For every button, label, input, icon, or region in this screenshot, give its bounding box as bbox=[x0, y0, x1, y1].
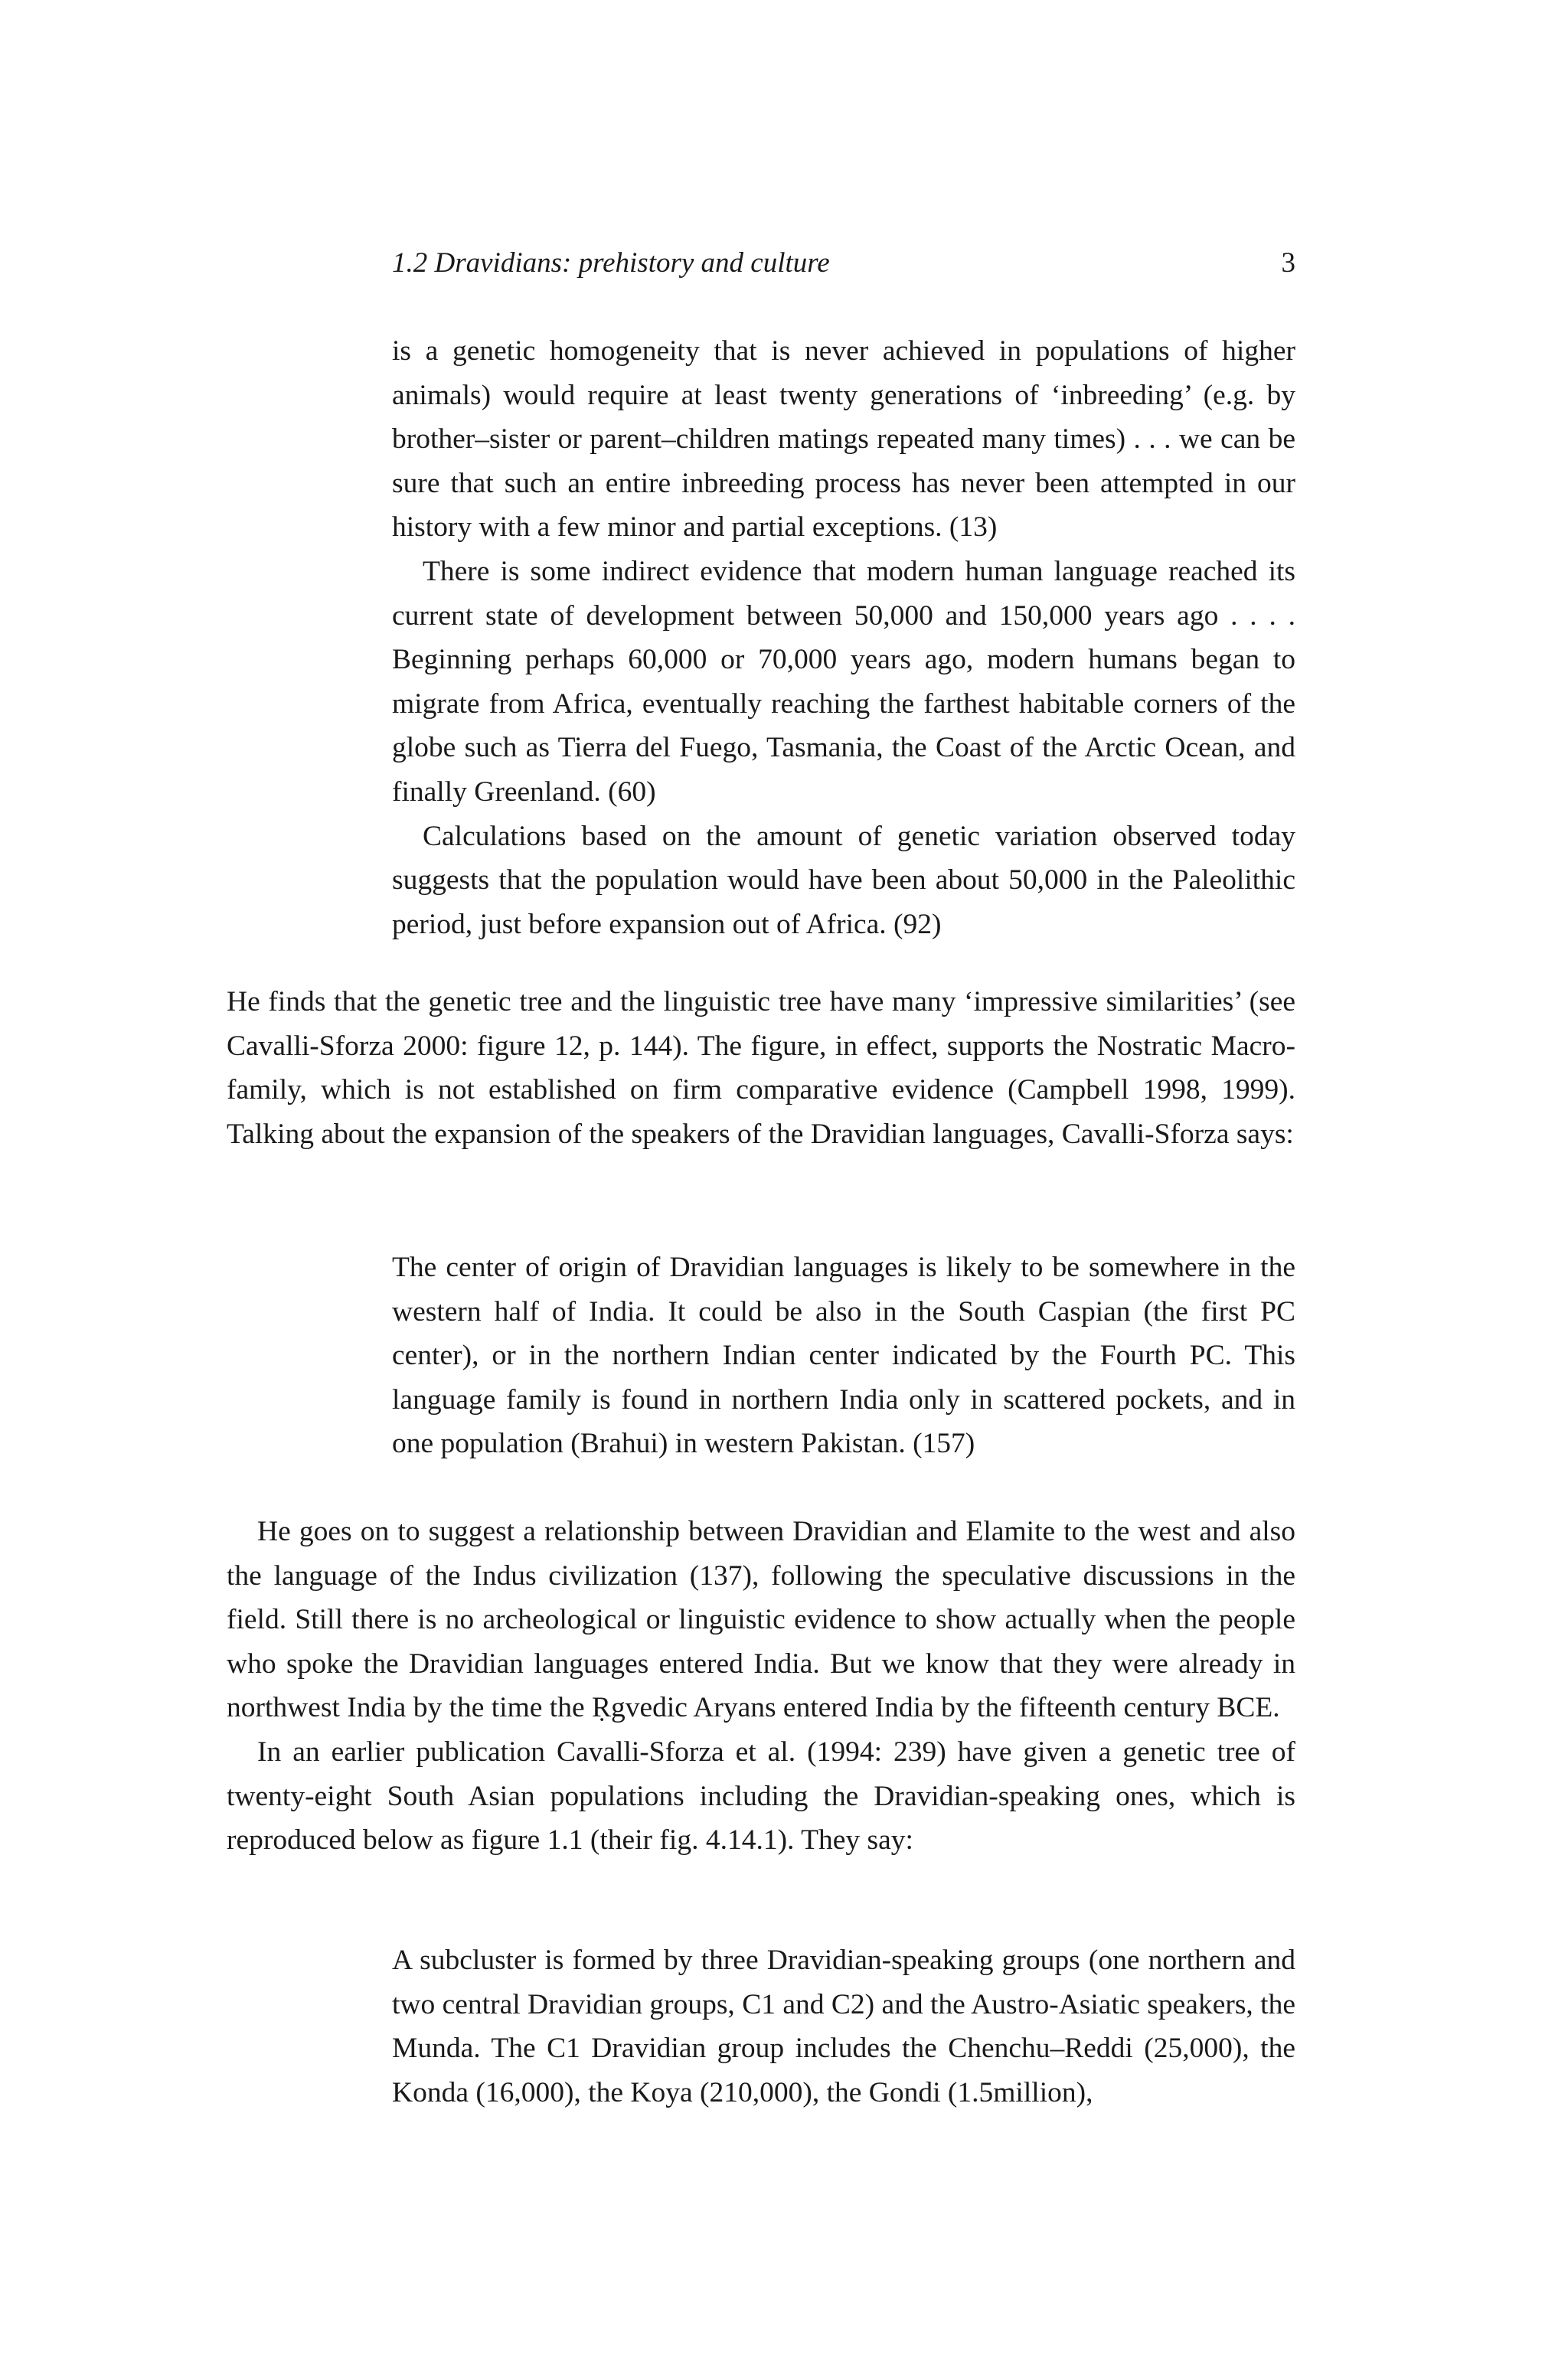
quote-paragraph: A subcluster is formed by three Dravidian-speaking groups (one northern and two central Dravidian groups, C1 and C2) and the Austro-Asiatic speakers, the Munda. The C1 Dravidian group includes the Chenchu–Reddi (25,000), the Konda (16,000), the Koya (210,000), the Gondi (1.5million), bbox=[392, 1945, 1295, 2108]
body-text-section bbox=[227, 1510, 1295, 1863]
page-number: 3 bbox=[1281, 247, 1295, 279]
quote-paragraph: There is some indirect evidence that modern human language reached its current state of development between 50,000 and 150,000 years ago . . . . Beginning perhaps 60,000 or 70,000 years ago, modern humans began to migrate from Africa, eventually reaching the farthest habitable corners of the globe such as Tierra del Fuego, Tasmania, the Coast of the Arctic Ocean, and finally Greenland. (60) bbox=[392, 555, 1295, 808]
block-quote-subcluster bbox=[392, 1938, 1295, 2115]
running-head bbox=[392, 240, 1295, 286]
quote-paragraph: Calculations based on the amount of genetic variation observed today suggests that the population would have been about 50,000 in the Paleolithic period, just before expansion out of Africa. (92) bbox=[392, 820, 1295, 940]
quote-paragraph: is a genetic homogeneity that is never achieved in populations of higher animals) would require at least twenty generations of ‘inbreeding’ (e.g. by brother–sister or parent–children matings repeated many times) . . . we can be sure that such an entire inbreeding process has never been attempted in our history with a few minor and partial exceptions. (13) bbox=[392, 335, 1295, 544]
body-paragraph: He goes on to suggest a relationship between Dravidian and Elamite to the west and also the language of the Indus civilization (137), following the speculative discussions in the field. Still there is no archeological or linguistic evidence to show actually when the people who spoke the Dravidian languages entered India. But we know that they were already in northwest India by the time the Ṛgvedic Aryans entered India by the fifteenth century BCE. bbox=[227, 1516, 1295, 1724]
body-paragraph: He finds that the genetic tree and the linguistic tree have many ‘impressive similarities’ (see Cavalli-Sforza 2000: figure 12, p. 144). The figure, in effect, supports the Nostratic Macro-family, which is not established on firm comparative evidence (Campbell 1998, 1999). Talking about the expansion of the speakers of the Dravidian languages, Cavalli-Sforza says: bbox=[227, 986, 1295, 1150]
quote-paragraph: The center of origin of Dravidian languages is likely to be somewhere in the western half of India. It could be also in the South Caspian (the first PC center), or in the northern Indian center indicated by the Fourth PC. This language family is found in northern India only in scattered pockets, and in one population (Brahui) in western Pakistan. (157) bbox=[392, 1252, 1295, 1460]
block-quote-dravidian-origin bbox=[392, 1246, 1295, 1466]
block-quote-cavalli-sforza bbox=[392, 329, 1295, 946]
running-head-title: 1.2 Dravidians: prehistory and culture bbox=[392, 247, 830, 279]
body-text-section bbox=[227, 980, 1295, 1156]
body-paragraph: In an earlier publication Cavalli-Sforza et al. (1994: 239) have given a genetic tree of twenty-eight South Asian populations including the Dravidian-speaking ones, which is reproduced below as figure 1.1 (their fig. 4.14.1). They say: bbox=[227, 1736, 1295, 1857]
